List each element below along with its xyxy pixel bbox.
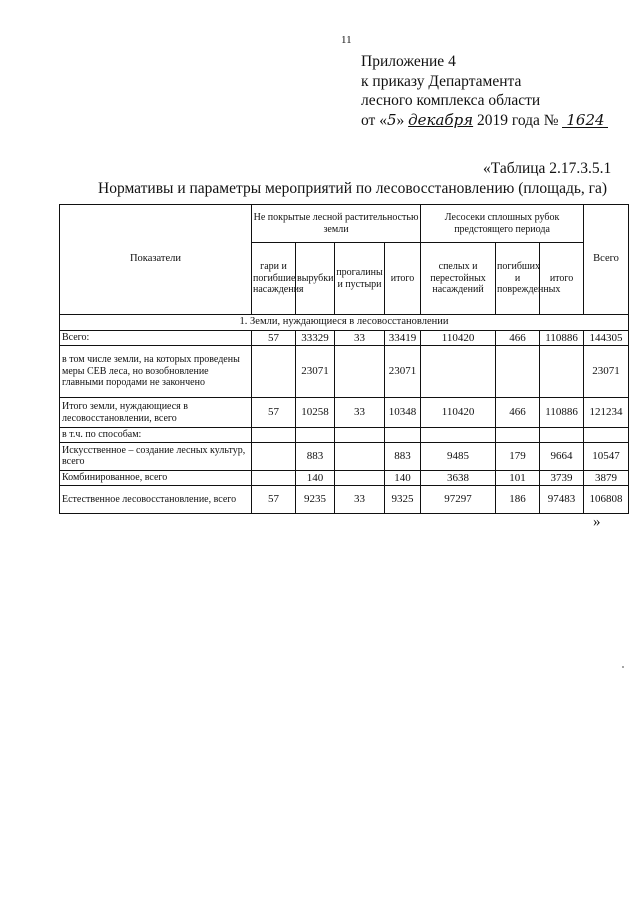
row-label: Итого земли, нуждающиеся в лесовосстановлении, всего <box>60 398 252 428</box>
cell-value <box>385 428 421 443</box>
closing-quote: » <box>593 514 601 530</box>
cell-value: 57 <box>252 486 296 514</box>
row-label: Искусственное – создание лесных культур, всего <box>60 442 252 470</box>
table-number: «Таблица 2.17.3.5.1 <box>483 160 612 177</box>
cell-value: 10348 <box>385 398 421 428</box>
cell-value: 106808 <box>584 486 629 514</box>
header-glades: прогалины и пустыри <box>335 243 385 315</box>
cell-value <box>252 442 296 470</box>
cell-value: 101 <box>496 470 540 486</box>
cell-value <box>540 428 584 443</box>
cell-value <box>335 470 385 486</box>
table-row <box>60 442 629 470</box>
header-dead-damaged: погибших и поврежденных <box>496 243 540 315</box>
cell-value <box>252 428 296 443</box>
row-label: в т.ч. по способам: <box>60 428 252 443</box>
date-prefix: от « <box>361 111 387 129</box>
header-g1-total: итого <box>385 243 421 315</box>
cell-value <box>296 428 335 443</box>
header-clearcut-areas: Лесосеки сплошных рубок предстоящего периода <box>421 205 584 243</box>
table-row <box>60 330 629 346</box>
cell-value <box>252 470 296 486</box>
cell-value: 9664 <box>540 442 584 470</box>
date-mid1: » <box>396 111 409 129</box>
cell-value: 57 <box>252 330 296 346</box>
row-label: Естественное лесовосстановление, всего <box>60 486 252 514</box>
table-row <box>60 428 629 443</box>
cell-value: 33 <box>335 330 385 346</box>
cell-value: 10547 <box>584 442 629 470</box>
annex-title: Приложение 4 <box>361 53 456 70</box>
header-burned: гари и погибшие насаждения <box>252 243 296 315</box>
cell-value: 97483 <box>540 486 584 514</box>
cell-value: 883 <box>296 442 335 470</box>
header-clearings: вырубки <box>296 243 335 315</box>
cell-value: 140 <box>385 470 421 486</box>
cell-value: 23071 <box>584 346 629 398</box>
cell-value: 110420 <box>421 330 496 346</box>
row-label: Комбинированное, всего <box>60 470 252 486</box>
handwritten-day: 5 <box>386 110 397 129</box>
cell-value: 883 <box>385 442 421 470</box>
annex-department-line: лесного комплекса области <box>361 92 541 109</box>
cell-value: 23071 <box>296 346 335 398</box>
table-row <box>60 470 629 486</box>
table-row <box>60 346 629 398</box>
table-row <box>60 398 629 428</box>
cell-value: 97297 <box>421 486 496 514</box>
cell-value: 9485 <box>421 442 496 470</box>
cell-value: 23071 <box>385 346 421 398</box>
cell-value <box>584 428 629 443</box>
cell-value <box>335 346 385 398</box>
cell-value: 10258 <box>296 398 335 428</box>
cell-value: 3879 <box>584 470 629 486</box>
cell-value: 3739 <box>540 470 584 486</box>
cell-value <box>540 346 584 398</box>
header-not-covered: Не покрытые лесной растительностью земли <box>252 205 421 243</box>
cell-value: 186 <box>496 486 540 514</box>
cell-value: 33419 <box>385 330 421 346</box>
cell-value <box>421 428 496 443</box>
cell-value: 144305 <box>584 330 629 346</box>
cell-value: 33329 <box>296 330 335 346</box>
page-number: 11 <box>341 34 352 46</box>
cell-value <box>421 346 496 398</box>
row-label: в том числе земли, на которых проведены меры СЕВ леса, но возобновление главными породами не закончено <box>60 346 252 398</box>
cell-value: 110420 <box>421 398 496 428</box>
table-title: Нормативы и параметры мероприятий по лесовосстановлению (площадь, га) <box>98 180 608 197</box>
cell-value: 33 <box>335 486 385 514</box>
cell-value <box>496 346 540 398</box>
cell-value: 33 <box>335 398 385 428</box>
header-g2-total: итого <box>540 243 584 315</box>
table-row <box>60 486 629 514</box>
scan-dot <box>622 666 624 668</box>
header-total: Всего <box>584 205 629 315</box>
date-mid2: 2019 года № <box>473 111 563 129</box>
cell-value: 466 <box>496 330 540 346</box>
header-indicators: Показатели <box>60 205 252 315</box>
norms-table <box>59 204 629 514</box>
cell-value <box>335 428 385 443</box>
row-label: Всего: <box>60 330 252 346</box>
annex-date-line <box>361 111 608 131</box>
cell-value <box>496 428 540 443</box>
cell-value <box>252 346 296 398</box>
section-heading: 1. Земли, нуждающиеся в лесовосстановлении <box>60 315 629 331</box>
cell-value: 57 <box>252 398 296 428</box>
handwritten-order-number: 1624 <box>562 113 608 128</box>
cell-value <box>335 442 385 470</box>
cell-value: 3638 <box>421 470 496 486</box>
cell-value: 140 <box>296 470 335 486</box>
header-mature: спелых и перестойных насаждений <box>421 243 496 315</box>
cell-value: 179 <box>496 442 540 470</box>
cell-value: 9325 <box>385 486 421 514</box>
cell-value: 110886 <box>540 398 584 428</box>
annex-order-line: к приказу Департамента <box>361 72 522 90</box>
annex-block <box>361 52 608 130</box>
handwritten-month: декабря <box>408 110 474 129</box>
cell-value: 9235 <box>296 486 335 514</box>
cell-value: 121234 <box>584 398 629 428</box>
cell-value: 466 <box>496 398 540 428</box>
cell-value: 110886 <box>540 330 584 346</box>
